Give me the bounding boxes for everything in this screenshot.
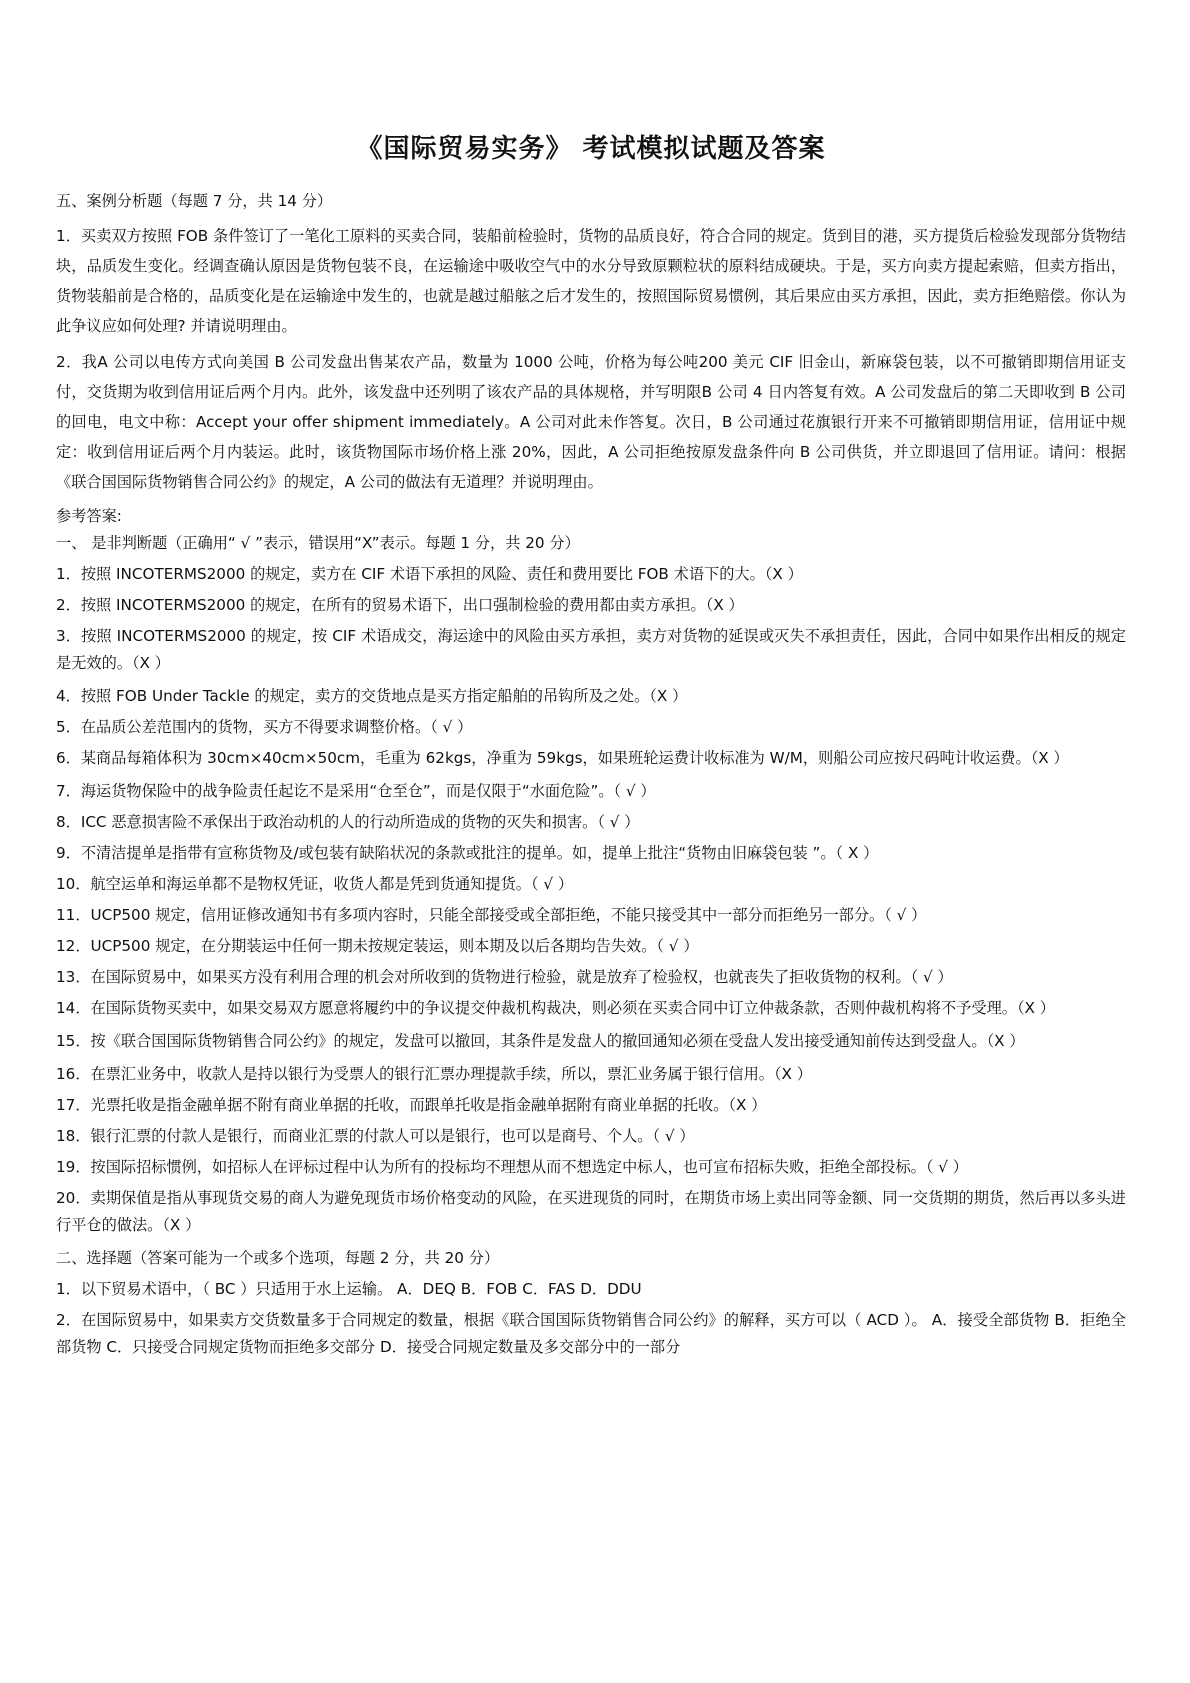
judgment-item: 15．按《联合国国际货物销售合同公约》的规定，发盘可以撤回，其条件是发盘人的撤回通知必须在受盘人发出接受通知前传达到受盘人。（X ） [56, 1032, 1025, 1050]
document-title: 《国际贸易实务》 考试模拟试题及答案 [356, 134, 826, 164]
judgment-section [56, 530, 1126, 1239]
judgment-item: 10．航空运单和海运单都不是物权凭证，收货人都是凭到货通知提货。（ √ ） [56, 875, 574, 893]
judgment-item: 4．按照 FOB Under Tackle 的规定，卖方的交货地点是买方指定船舶的吊钩所及之处。（X ） [56, 687, 688, 705]
section-heading-case-analysis: 五、案例分析题（每题 7 分，共 14 分） [56, 192, 333, 210]
document-page [56, 132, 1126, 1365]
judgment-item: 3．按照 INCOTERMS2000 的规定，按 CIF 术语成交，海运途中的风险由买方承担，卖方对货物的延误或灭失不承担责任，因此，合同中如果作出相反的规定是无效的。（X ） [56, 627, 1126, 672]
judgment-item: 18．银行汇票的付款人是银行，而商业汇票的付款人可以是银行，也可以是商号、个人。（ √ ） [56, 1127, 695, 1145]
judgment-item: 2．按照 INCOTERMS2000 的规定，在所有的贸易术语下，出口强制检验的费用都由卖方承担。（X ） [56, 596, 744, 614]
judgment-item: 19．按国际招标惯例，如招标人在评标过程中认为所有的投标均不理想从而不想选定中标人，也可宣布招标失败，拒绝全部投标。（ √ ） [56, 1158, 968, 1176]
judgment-item: 17．光票托收是指金融单据不附有商业单据的托收，而跟单托收是指金融单据附有商业单据的托收。（X ） [56, 1096, 767, 1114]
choice-item: 2．在国际贸易中，如果卖方交货数量多于合同规定的数量，根据《联合国国际货物销售合同公约》的解释，买方可以（ ACD ）。 A．接受全部货物 B．拒绝全部货物 C．只接受合同规定货物而拒绝多交部分 D．接受合同规定数量及多交部分中的一部分 [56, 1311, 1126, 1356]
judgment-item: 8．ICC 恶意损害险不承保出于政治动机的人的行动所造成的货物的灭失和损害。（ √ ） [56, 813, 640, 831]
judgment-item: 16．在票汇业务中，收款人是持以银行为受票人的银行汇票办理提款手续，所以，票汇业务属于银行信用。（X ） [56, 1065, 812, 1083]
section-heading-judgment: 一、 是非判断题（正确用“ √ ”表示，错误用“X”表示。每题 1 分，共 20 分） [56, 534, 580, 552]
judgment-item: 5．在品质公差范围内的货物，买方不得要求调整价格。（ √ ） [56, 718, 473, 736]
judgment-item: 7．海运货物保险中的战争险责任起讫不是采用“仓至仓”，而是仅限于“水面危险”。（ √ ） [56, 782, 656, 800]
reference-answers-label: 参考答案: [56, 507, 122, 525]
section-heading-choice: 二、选择题（答案可能为一个或多个选项，每题 2 分，共 20 分） [56, 1249, 500, 1267]
case-question-1: 1．买卖双方按照 FOB 条件签订了一笔化工原料的买卖合同，装船前检验时，货物的品质良好，符合合同的规定。货到目的港，买方提货后检验发现部分货物结块，品质发生变化。经调查确认原因是货物包装不良，在运输途中吸收空气中的水分导致原颗粒状的原料结成硬块。于是，买方向卖方提起索赔，但卖方指出，货物装船前是合格的，品质变化是在运输途中发生的，也就是越过船舷之后才发生的，按照国际贸易惯例，其后果应由买方承担，因此，卖方拒绝赔偿。你认为此争议应如何处理? 并请说明理由。 [56, 227, 1126, 335]
judgment-item: 9．不清洁提单是指带有宣称货物及/或包装有缺陷状况的条款或批注的提单。如，提单上批注“货物由旧麻袋包装 ”。（ X ） [56, 844, 879, 862]
judgment-item: 11．UCP500 规定，信用证修改通知书有多项内容时，只能全部接受或全部拒绝，不能只接受其中一部分而拒绝另一部分。（ √ ） [56, 906, 927, 924]
judgment-item: 14．在国际货物买卖中，如果交易双方愿意将履约中的争议提交仲裁机构裁决，则必须在买卖合同中订立仲裁条款，否则仲裁机构将不予受理。（X ） [56, 999, 1055, 1017]
choice-section [56, 1245, 1126, 1361]
judgment-item: 20．卖期保值是指从事现货交易的商人为避免现货市场价格变动的风险，在买进现货的同时，在期货市场上卖出同等金额、同一交货期的期货，然后再以多头进行平仓的做法。（X ） [56, 1189, 1126, 1234]
case-analysis-section [56, 188, 1126, 497]
judgment-item: 1．按照 INCOTERMS2000 的规定，卖方在 CIF 术语下承担的风险、责任和费用要比 FOB 术语下的大。（X ） [56, 565, 803, 583]
choice-item: 1．以下贸易术语中，（ BC ）只适用于水上运输。 A．DEQ B．FOB C．FAS D．DDU [56, 1280, 642, 1298]
judgment-item: 12．UCP500 规定，在分期装运中任何一期未按规定装运，则本期及以后各期均告失效。（ √ ） [56, 937, 699, 955]
judgment-item: 13．在国际贸易中，如果买方没有利用合理的机会对所收到的货物进行检验，就是放弃了检验权，也就丧失了拒收货物的权利。（ √ ） [56, 968, 953, 986]
judgment-item: 6．某商品每箱体积为 30cm×40cm×50cm，毛重为 62kgs，净重为 59kgs，如果班轮运费计收标准为 W/M，则船公司应按尺码吨计收运费。（X ） [56, 749, 1069, 767]
case-question-2: 2．我A 公司以电传方式向美国 B 公司发盘出售某农产品，数量为 1000 公吨，价格为每公吨200 美元 CIF 旧金山，新麻袋包装，以不可撤销即期信用证支付，交货期为收到信用证后两个月内。此外，该发盘中还列明了该农产品的具体规格，并写明限B 公司 4 日内答复有效。A 公司发盘后的第二天即收到 B 公司的回电，电文中称：Accept your offer shipment immediately。A 公司对此未作答复。次日，B 公司通过花旗银行开来不可撤销即期信用证，信用证中规定：收到信用证后两个月内装运。此时，该货物国际市场价格上涨 20%，因此，A 公司拒绝按原发盘条件向 B 公司供货，并立即退回了信用证。请问：根据《联合国国际货物销售合同公约》的规定，A 公司的做法有无道理？并说明理由。 [56, 353, 1126, 491]
